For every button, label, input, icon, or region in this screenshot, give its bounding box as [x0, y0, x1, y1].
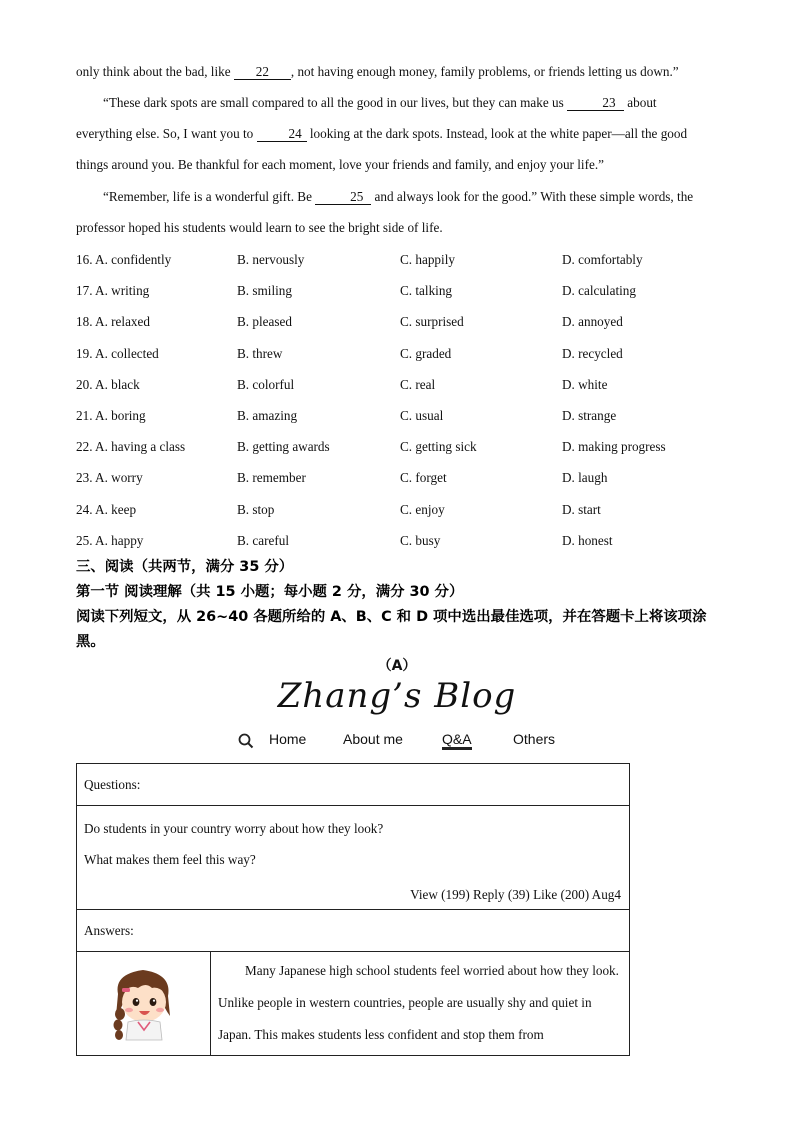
- option-row: [76, 244, 716, 275]
- option-a: 20. A. black: [76, 376, 140, 392]
- option-d: D. comfortably: [562, 252, 643, 267]
- avatar-cell: [77, 952, 211, 1055]
- option-row: [76, 369, 716, 400]
- option-d: D. strange: [562, 407, 617, 423]
- option-d: D. annoyed: [562, 314, 623, 330]
- paragraph-2-middle: about everything else. So, I want you to: [76, 95, 657, 142]
- option-a: 16. A. confidently: [76, 252, 172, 267]
- option-c: C. getting sick: [400, 439, 477, 455]
- option-row: [76, 494, 716, 525]
- passage-label: （A）: [377, 658, 417, 674]
- option-d: D. calculating: [562, 283, 636, 299]
- paragraph-2-before: “These dark spots are small compared to all the good in our lives, but they can make us: [103, 95, 567, 110]
- option-a: 22. A. having a class: [76, 439, 186, 455]
- question-body: [77, 806, 629, 910]
- passage-line-1-after: , not having enough money, family problems, or friends letting us down.”: [290, 64, 679, 79]
- option-b: B. remember: [237, 470, 306, 486]
- option-b: B. nervously: [237, 252, 305, 267]
- answer-options: [76, 244, 716, 556]
- nav-home[interactable]: Home: [269, 731, 307, 747]
- girl-avatar-icon: [108, 964, 178, 1044]
- option-b: B. stop: [237, 501, 275, 517]
- option-a: 17. A. writing: [76, 283, 150, 299]
- option-d: D. laugh: [562, 470, 608, 486]
- option-b: B. smiling: [237, 283, 292, 299]
- option-b: B. pleased: [237, 314, 292, 330]
- option-b: B. colorful: [237, 376, 295, 392]
- option-b: B. getting awards: [237, 439, 330, 455]
- blank-24: 24: [257, 126, 307, 142]
- blank-22: 22: [234, 64, 291, 80]
- option-c: C. surprised: [400, 314, 464, 330]
- paragraph-3-after: and always look for the good.” With these simple words, the professor hoped his students would learn to see the bright side of life.: [76, 189, 694, 236]
- section-subtitle: 第一节 阅读理解（共 15 小题；每小题 2 分，满分 30 分）: [76, 584, 464, 600]
- option-c: C. happily: [400, 252, 455, 267]
- passage-line-1-before: only think about the bad, like: [76, 64, 234, 79]
- blank-25: 25: [315, 189, 371, 205]
- option-b: B. careful: [237, 532, 289, 548]
- option-d: D. making progress: [562, 439, 666, 455]
- option-row: [76, 431, 716, 462]
- passage-paragraph-3: [76, 181, 716, 243]
- option-d: D. honest: [562, 532, 613, 548]
- paragraph-3-before: “Remember, life is a wonderful gift. Be: [103, 189, 316, 204]
- option-b: B. threw: [237, 345, 283, 361]
- option-c: C. busy: [400, 532, 441, 548]
- answer-row: [77, 952, 629, 1055]
- blog-qa-table: [76, 763, 630, 1056]
- option-row: [76, 525, 716, 556]
- option-row: [76, 275, 716, 306]
- option-d: D. white: [562, 376, 608, 392]
- blog-title: Zhang’s Blog: [277, 676, 517, 716]
- nav-qa[interactable]: Q&A: [442, 731, 472, 750]
- search-icon[interactable]: [238, 733, 254, 749]
- questions-label: Questions:: [77, 764, 629, 806]
- option-row: [76, 338, 716, 369]
- question-line: What makes them feel this way?: [84, 852, 256, 868]
- option-a: 19. A. collected: [76, 345, 159, 361]
- option-row: [76, 462, 716, 493]
- section-title: 三、阅读（共两节，满分 35 分）: [76, 559, 294, 575]
- option-d: D. start: [562, 501, 601, 517]
- paragraph-2-after: looking at the dark spots. Instead, look at the white paper—all the good things around you. Be thankful for each moment, love your friends and family, and enjoy your life.”: [76, 126, 688, 173]
- passage-paragraph-2: [76, 87, 716, 181]
- option-c: C. usual: [400, 407, 444, 423]
- option-b: B. amazing: [237, 407, 298, 423]
- option-c: C. graded: [400, 345, 452, 361]
- option-a: 21. A. boring: [76, 407, 146, 423]
- option-c: C. forget: [400, 470, 447, 486]
- blank-23: 23: [567, 95, 624, 111]
- option-row: [76, 400, 716, 431]
- question-line: Do students in your country worry about how they look?: [84, 821, 384, 836]
- nav-about-me[interactable]: About me: [343, 731, 403, 747]
- section-instruction: 阅读下列短文，从 26~40 各题所给的 A、B、C 和 D 项中选出最佳选项，并在答题卡上将该项涂黑。: [76, 609, 707, 650]
- option-a: 24. A. keep: [76, 501, 137, 517]
- option-c: C. talking: [400, 283, 453, 299]
- option-c: C. enjoy: [400, 501, 445, 517]
- nav-others[interactable]: Others: [513, 731, 556, 747]
- answers-label: Answers:: [77, 910, 629, 952]
- option-c: C. real: [400, 376, 436, 392]
- option-row: [76, 306, 716, 337]
- answer-text: Many Japanese high school students feel worried about how they look. Unlike people in western countries, people are usually shy and quiet in Japan. This makes students less confident and stop them from: [218, 963, 619, 1042]
- option-a: 25. A. happy: [76, 532, 144, 548]
- blog-nav: [0, 728, 794, 754]
- option-a: 18. A. relaxed: [76, 314, 150, 330]
- passage-line-1: [76, 56, 716, 87]
- option-d: D. recycled: [562, 345, 623, 361]
- option-a: 23. A. worry: [76, 470, 143, 486]
- post-stats: View (199) Reply (39) Like (200) Aug4: [410, 887, 621, 902]
